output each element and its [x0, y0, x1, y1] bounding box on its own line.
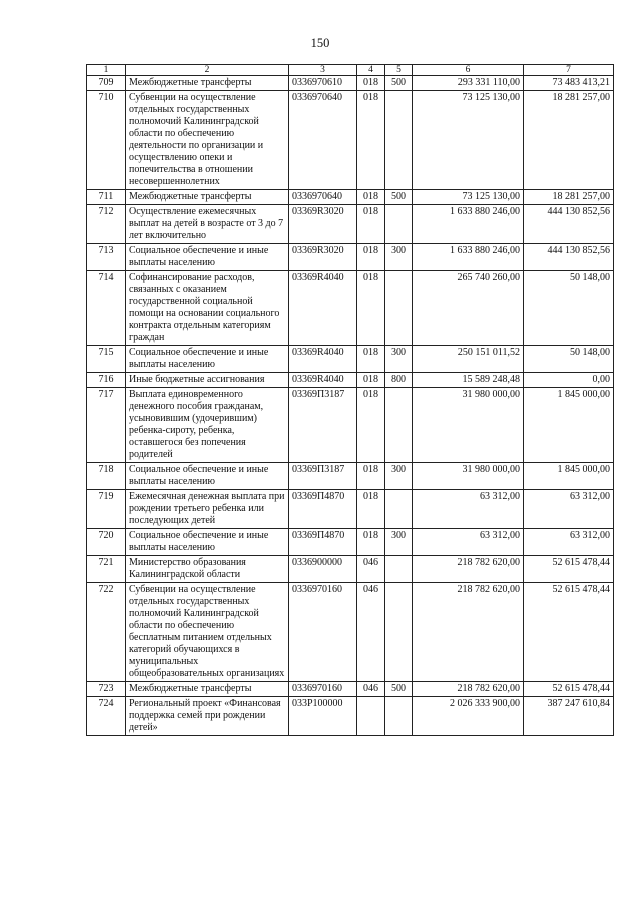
- row-number: 724: [87, 697, 126, 736]
- row-amount-col6: 218 782 620,00: [413, 556, 524, 583]
- row-amount-col6: 15 589 248,48: [413, 373, 524, 388]
- row-amount-col7: 18 281 257,00: [524, 190, 614, 205]
- row-code: 0336970160: [289, 682, 357, 697]
- row-code: 03369R4040: [289, 346, 357, 373]
- row-ministry-code: [357, 697, 385, 736]
- row-expense-type: 800: [385, 373, 413, 388]
- table-row: [87, 271, 614, 346]
- row-number: 714: [87, 271, 126, 346]
- table-row: [87, 205, 614, 244]
- row-name: Социальное обеспечение и иные выплаты населению: [126, 244, 289, 271]
- row-code: 033P100000: [289, 697, 357, 736]
- header-cell: 6: [413, 65, 524, 76]
- row-number: 718: [87, 463, 126, 490]
- row-amount-col7: 0,00: [524, 373, 614, 388]
- row-code: 03369П3187: [289, 388, 357, 463]
- row-expense-type: 300: [385, 244, 413, 271]
- row-name: Иные бюджетные ассигнования: [126, 373, 289, 388]
- row-name: Выплата единовременного денежного пособия гражданам, усыновившим (удочерившим) ребенка-сироту, ребенка, оставшегося без попечения родителей: [126, 388, 289, 463]
- table-row: [87, 244, 614, 271]
- row-amount-col7: 444 130 852,56: [524, 205, 614, 244]
- row-expense-type: [385, 583, 413, 682]
- row-code: 03369П4870: [289, 529, 357, 556]
- row-name: Межбюджетные трансферты: [126, 682, 289, 697]
- table-row: [87, 682, 614, 697]
- row-amount-col7: 63 312,00: [524, 529, 614, 556]
- row-expense-type: [385, 490, 413, 529]
- row-name: Субвенции на осуществление отдельных государственных полномочий Калининградской области по обеспечению деятельности по организации и осуществлению опеки и попечительства в отношении несовершеннолетних: [126, 91, 289, 190]
- row-amount-col7: 1 845 000,00: [524, 463, 614, 490]
- row-amount-col6: 31 980 000,00: [413, 463, 524, 490]
- row-ministry-code: 046: [357, 583, 385, 682]
- row-name: Субвенции на осуществление отдельных государственных полномочий Калининградской области по обеспечению бесплатным питанием отдельных категорий обучающихся в муниципальных общеобразовательных организациях: [126, 583, 289, 682]
- row-amount-col7: 73 483 413,21: [524, 76, 614, 91]
- row-amount-col7: 444 130 852,56: [524, 244, 614, 271]
- table-row: [87, 697, 614, 736]
- row-ministry-code: 046: [357, 556, 385, 583]
- row-name: Социальное обеспечение и иные выплаты населению: [126, 529, 289, 556]
- row-ministry-code: 018: [357, 91, 385, 190]
- row-number: 710: [87, 91, 126, 190]
- row-number: 723: [87, 682, 126, 697]
- row-amount-col7: 387 247 610,84: [524, 697, 614, 736]
- row-amount-col7: 50 148,00: [524, 271, 614, 346]
- row-number: 713: [87, 244, 126, 271]
- row-code: 03369R4040: [289, 373, 357, 388]
- row-expense-type: [385, 697, 413, 736]
- header-cell: 2: [126, 65, 289, 76]
- row-code: 03369R3020: [289, 205, 357, 244]
- row-number: 709: [87, 76, 126, 91]
- row-ministry-code: 018: [357, 529, 385, 556]
- row-number: 712: [87, 205, 126, 244]
- table-row: [87, 190, 614, 205]
- row-ministry-code: 018: [357, 244, 385, 271]
- table-row: [87, 373, 614, 388]
- table-row: [87, 490, 614, 529]
- row-number: 719: [87, 490, 126, 529]
- row-expense-type: 300: [385, 529, 413, 556]
- table-row: [87, 463, 614, 490]
- row-number: 716: [87, 373, 126, 388]
- table-row: [87, 556, 614, 583]
- row-amount-col6: 218 782 620,00: [413, 682, 524, 697]
- table-header-row: [87, 65, 614, 76]
- row-amount-col6: 265 740 260,00: [413, 271, 524, 346]
- row-expense-type: [385, 556, 413, 583]
- table-row: [87, 529, 614, 556]
- row-expense-type: 300: [385, 346, 413, 373]
- row-amount-col6: 2 026 333 900,00: [413, 697, 524, 736]
- row-code: 0336970640: [289, 190, 357, 205]
- row-number: 722: [87, 583, 126, 682]
- row-ministry-code: 018: [357, 271, 385, 346]
- table-row: [87, 388, 614, 463]
- row-number: 715: [87, 346, 126, 373]
- row-number: 721: [87, 556, 126, 583]
- row-code: 03369П3187: [289, 463, 357, 490]
- row-ministry-code: 046: [357, 682, 385, 697]
- table-row: [87, 346, 614, 373]
- row-expense-type: 500: [385, 190, 413, 205]
- row-amount-col7: 50 148,00: [524, 346, 614, 373]
- row-expense-type: [385, 91, 413, 190]
- row-ministry-code: 018: [357, 388, 385, 463]
- table-body: [87, 76, 614, 736]
- row-amount-col7: 63 312,00: [524, 490, 614, 529]
- row-amount-col6: 31 980 000,00: [413, 388, 524, 463]
- row-name: Ежемесячная денежная выплата при рождении третьего ребенка или последующих детей: [126, 490, 289, 529]
- row-amount-col6: 63 312,00: [413, 529, 524, 556]
- row-code: 0336970160: [289, 583, 357, 682]
- row-code: 03369П4870: [289, 490, 357, 529]
- row-amount-col6: 73 125 130,00: [413, 91, 524, 190]
- page-number: 150: [310, 36, 330, 50]
- table-row: [87, 583, 614, 682]
- row-amount-col7: 52 615 478,44: [524, 682, 614, 697]
- row-ministry-code: 018: [357, 76, 385, 91]
- row-ministry-code: 018: [357, 346, 385, 373]
- row-code: 0336900000: [289, 556, 357, 583]
- row-expense-type: 500: [385, 76, 413, 91]
- row-expense-type: 300: [385, 463, 413, 490]
- header-cell: 4: [357, 65, 385, 76]
- row-amount-col7: 18 281 257,00: [524, 91, 614, 190]
- row-name: Региональный проект «Финансовая поддержка семей при рождении детей»: [126, 697, 289, 736]
- row-amount-col6: 218 782 620,00: [413, 583, 524, 682]
- row-amount-col7: 1 845 000,00: [524, 388, 614, 463]
- row-amount-col6: 73 125 130,00: [413, 190, 524, 205]
- row-name: Социальное обеспечение и иные выплаты населению: [126, 346, 289, 373]
- row-number: 717: [87, 388, 126, 463]
- row-number: 711: [87, 190, 126, 205]
- row-amount-col6: 1 633 880 246,00: [413, 244, 524, 271]
- table-row: [87, 91, 614, 190]
- row-name: Межбюджетные трансферты: [126, 190, 289, 205]
- row-expense-type: [385, 205, 413, 244]
- row-amount-col6: 293 331 110,00: [413, 76, 524, 91]
- row-number: 720: [87, 529, 126, 556]
- row-code: 0336970640: [289, 91, 357, 190]
- row-ministry-code: 018: [357, 205, 385, 244]
- header-cell: 1: [87, 65, 126, 76]
- row-amount-col7: 52 615 478,44: [524, 556, 614, 583]
- row-name: Социальное обеспечение и иные выплаты населению: [126, 463, 289, 490]
- row-amount-col6: 63 312,00: [413, 490, 524, 529]
- row-amount-col6: 250 151 011,52: [413, 346, 524, 373]
- row-name: Осуществление ежемесячных выплат на детей в возрасте от 3 до 7 лет включительно: [126, 205, 289, 244]
- row-amount-col6: 1 633 880 246,00: [413, 205, 524, 244]
- row-amount-col7: 52 615 478,44: [524, 583, 614, 682]
- row-code: 03369R3020: [289, 244, 357, 271]
- header-cell: 3: [289, 65, 357, 76]
- header-cell: 7: [524, 65, 614, 76]
- row-code: 03369R4040: [289, 271, 357, 346]
- row-ministry-code: 018: [357, 373, 385, 388]
- table-row: [87, 76, 614, 91]
- row-ministry-code: 018: [357, 463, 385, 490]
- row-name: Министерство образования Калининградской области: [126, 556, 289, 583]
- row-ministry-code: 018: [357, 490, 385, 529]
- row-name: Межбюджетные трансферты: [126, 76, 289, 91]
- row-expense-type: [385, 271, 413, 346]
- row-ministry-code: 018: [357, 190, 385, 205]
- budget-table: [86, 64, 614, 736]
- row-expense-type: [385, 388, 413, 463]
- row-name: Софинансирование расходов, связанных с оказанием государственной социальной помощи на основании социального контракта отдельным категориям граждан: [126, 271, 289, 346]
- header-cell: 5: [385, 65, 413, 76]
- row-code: 0336970610: [289, 76, 357, 91]
- row-expense-type: 500: [385, 682, 413, 697]
